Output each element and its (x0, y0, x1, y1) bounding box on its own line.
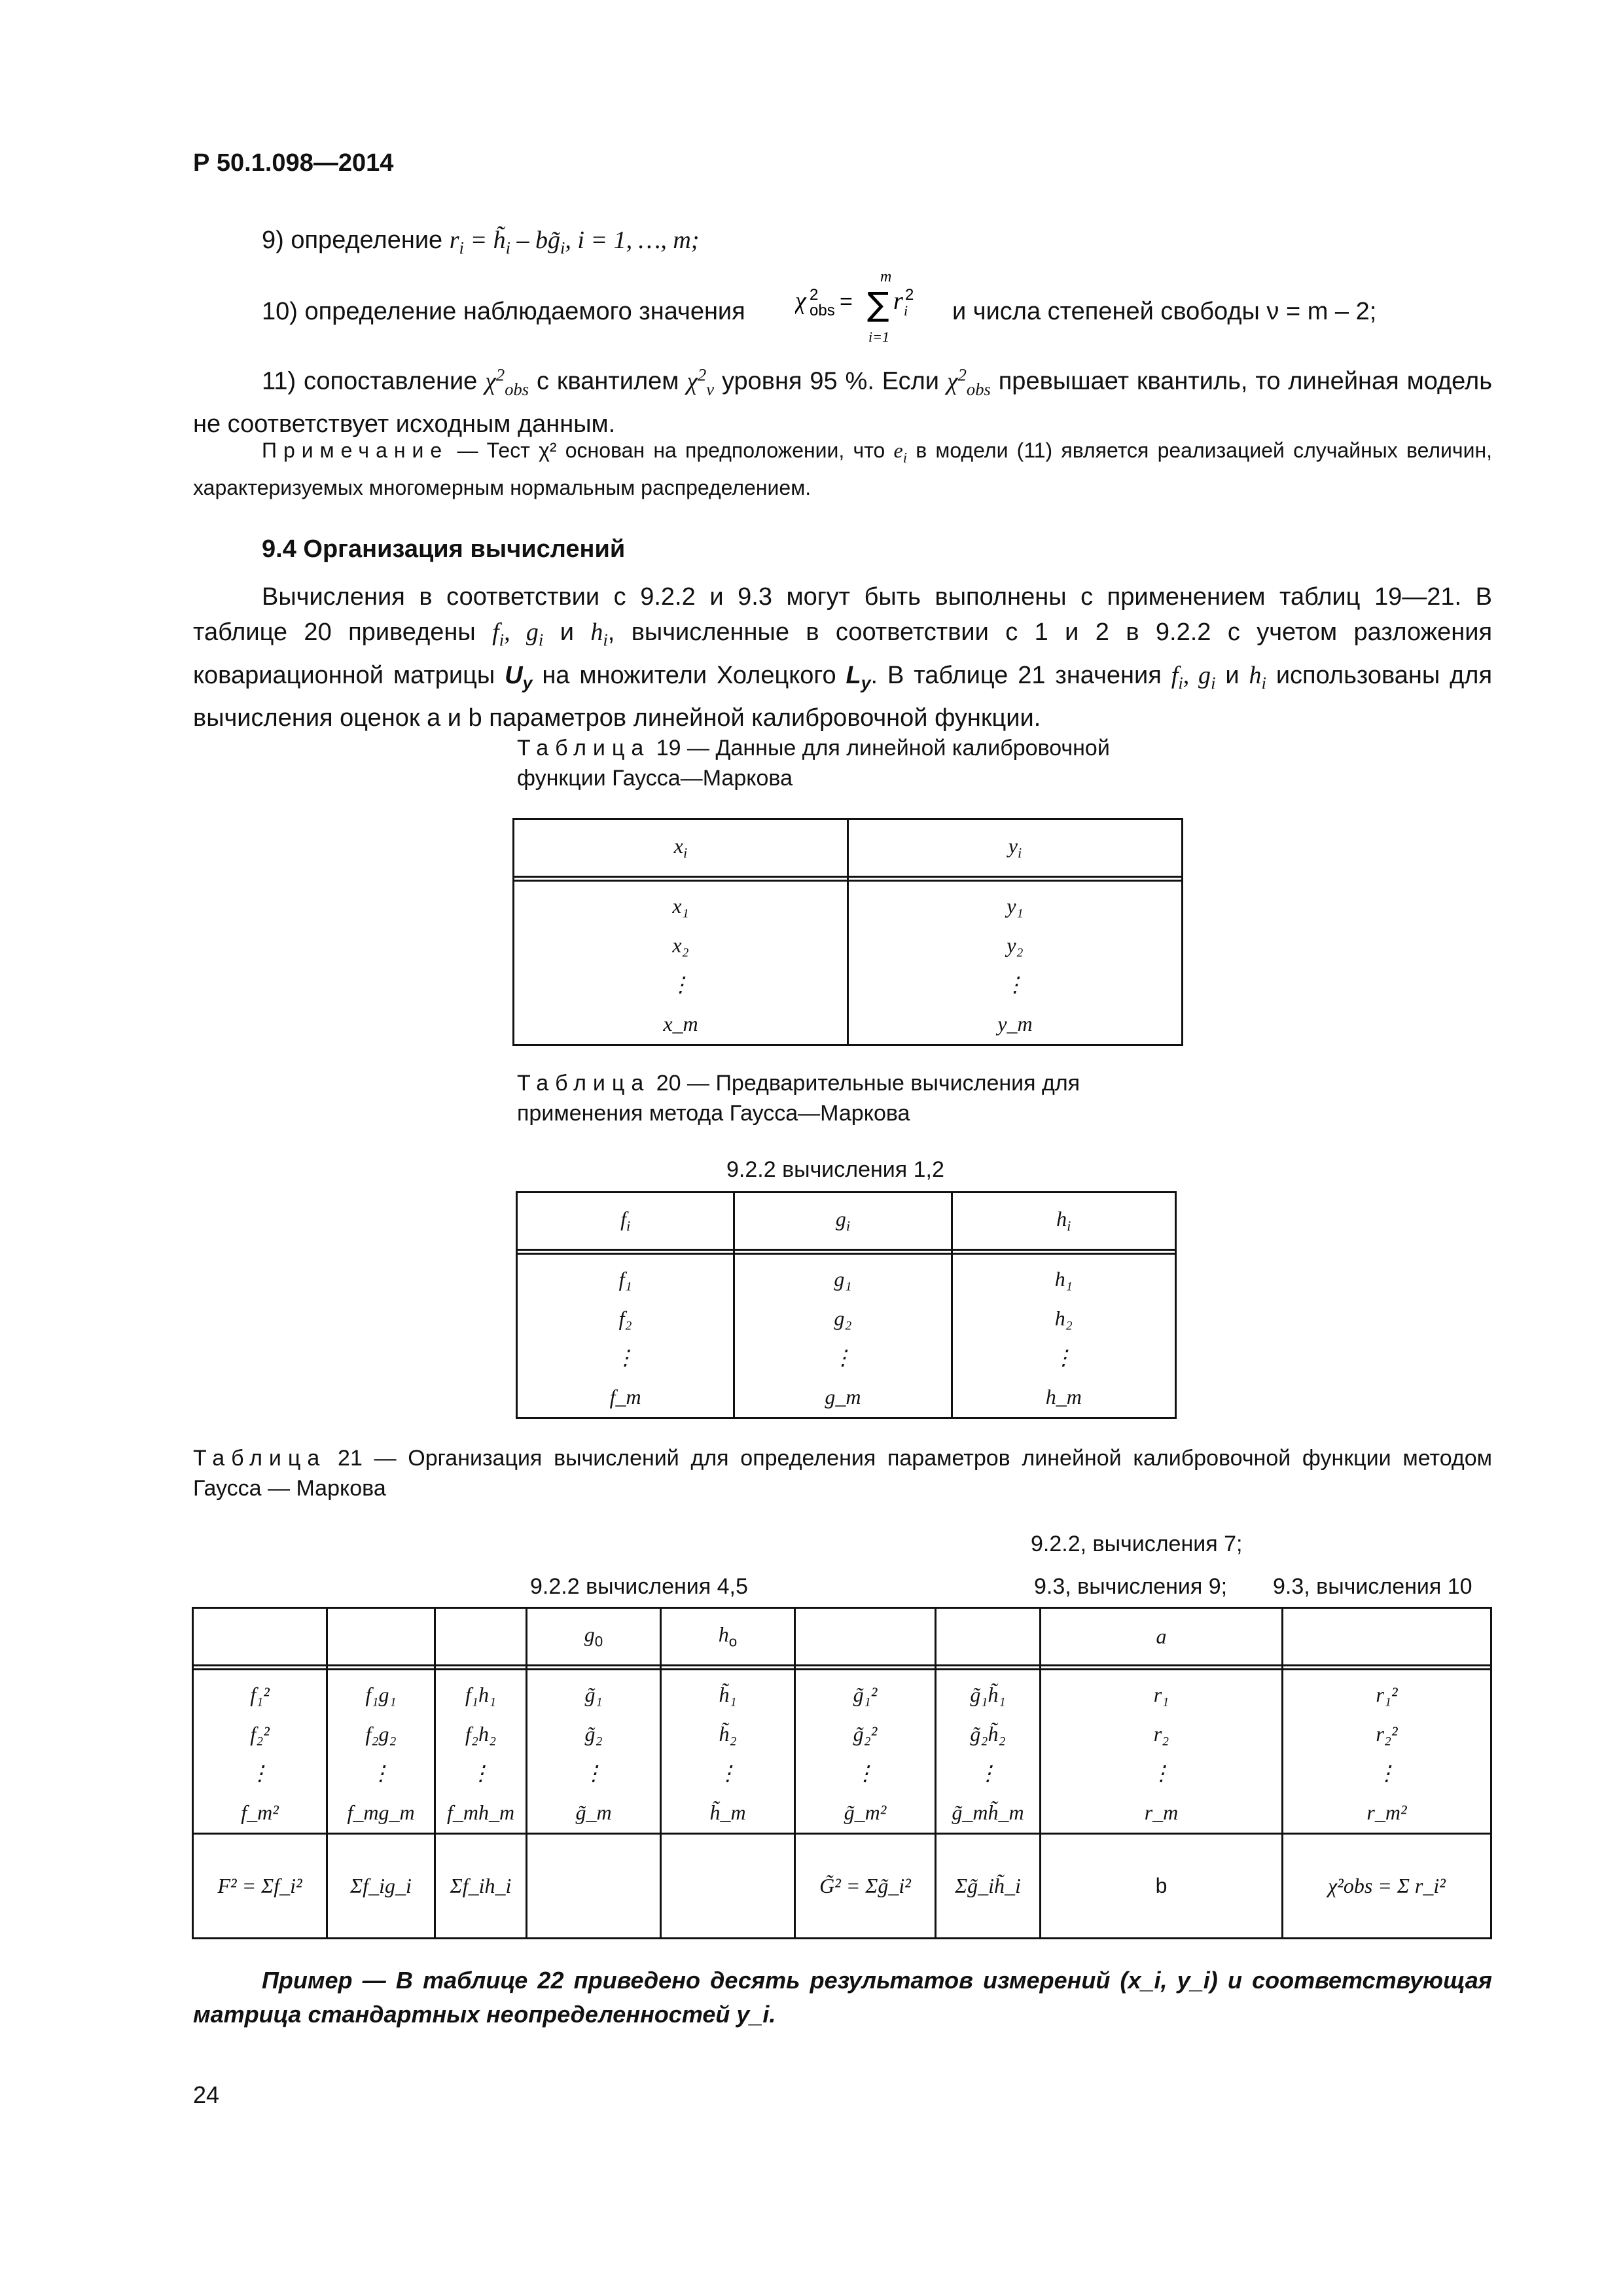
table-21 (192, 1607, 1492, 1939)
section-paragraph: Вычисления в соответствии с 9.2.2 и 9.3 могут быть выполнены с применением таблиц 19—21. В таблице 20 приведены $f_i$, $g_i$ и $h_i$, вычисленные в соответствии с 1 и 2 в 9.2.2 с учетом разложения ковариационной матрицы $U_y$ на множители Холецкого $L_y$. В таблице 21 значения $f_i$, $g_i$ и $h_i$ использованы для вычисления оценок a и b параметров линейной калибровочной функции. (193, 583, 1493, 732)
step-10 (262, 298, 745, 326)
svg-text:χ: χ (795, 287, 806, 315)
table-19-caption: Таблица 19 — Данные для линейной калибровочной функции Гаусса—Маркова (517, 736, 1110, 791)
table-19-header-y: $y_i$ (848, 819, 1183, 877)
table-21-header-g0: $g_0$ (527, 1608, 661, 1666)
table-20-col-f: f₁ f₂ ⋮ f_m (517, 1254, 734, 1418)
table-21-caption: Таблица 21 — Организация вычислений для определения параметров линейной калибровочной функции методом Гаусса — Маркова (193, 1446, 1492, 1501)
step-9: 9) определение $r_i$ = $h̃_i$ – $bg̃_i$, i = 1, …, m; (262, 226, 700, 258)
table-20-header-f: $f_i$ (517, 1193, 734, 1250)
svg-text:obs: obs (810, 302, 835, 319)
note: Примечание — Тест χ² основан на предположении, что $e_i$ в модели (11) является реализацией случайных величин, характеризуемых многомерным нормальным распределением. (193, 439, 1493, 500)
svg-text:∑: ∑ (867, 285, 889, 323)
step-9-label: 9) определение (262, 226, 443, 254)
table-21-header-h0: $h_o$ (661, 1608, 795, 1666)
svg-text:r: r (893, 287, 903, 315)
table-21-body: f₁² f₂² ⋮ f_m² f₁g₁ f₂g₂ ⋮ f_mg_m f₁h₁ f₂h₂ ⋮ f_mh_m g̃₁ g̃₂ ⋮ g̃_m h̃₁ h̃₂ ⋮ h̃_m g̃₁² g̃₂² ⋮ g̃_m² g̃₁h̃₁ g̃₂h̃₂ ⋮ g̃_mh̃_m r₁ r₂ ⋮ r_m r₁² r₂² ⋮ r_m² (193, 1670, 1491, 1834)
step-11: 11) сопоставление $\chi^2_{obs}$ с квантилем $\chi^2_\nu$ уровня 95 %. Если $\chi^2_{obs}$ превышает квантиль, то линейная модель не соответствует исходным данным. (193, 365, 1493, 439)
page-number: 24 (193, 2081, 220, 2108)
example-paragraph: Пример — В таблице 22 приведено десять результатов измерений (x_i, y_i) и соответствующая матрица стандартных неопределенностей y_i. (193, 1967, 1492, 2028)
table-20-group-label: 9.2.2 вычисления 1,2 (726, 1157, 944, 1182)
table-21-group-c: 9.3, вычисления 10 (1273, 1574, 1472, 1599)
document-id: Р 50.1.098—2014 (193, 149, 394, 177)
table-19-header-x: $x_i$ (514, 819, 848, 877)
table-21-header-a: a (1041, 1608, 1283, 1666)
svg-text:i: i (904, 302, 908, 319)
section-title: 9.4 Организация вычислений (262, 535, 626, 563)
table-21-footer: F² = Σf_i² Σf_ig_i Σf_ih_i G̃² = Σg̃_i² Σg̃_ih̃_i b χ²obs = Σ r_i² (193, 1834, 1491, 1939)
table-19-col-y: y₁ y₂ ⋮ y_m (848, 881, 1183, 1045)
note-label: Примечание (262, 439, 449, 462)
svg-text:2: 2 (905, 286, 914, 304)
table-20-header-h: $h_i$ (952, 1193, 1175, 1250)
step-10-tail: и числа степеней свободы ν = m – 2; (952, 298, 1377, 325)
table-20-header-g: $g_i$ (734, 1193, 952, 1250)
table-19 (512, 818, 1183, 1046)
table-20-caption: Таблица 20 — Предварительные вычисления для применения метода Гаусса—Маркова (517, 1071, 1080, 1126)
svg-text:=: = (840, 289, 853, 314)
table-21-group-b2: 9.3, вычисления 9; (1034, 1574, 1228, 1599)
chi-square-sum-formula (795, 262, 952, 347)
table-21-group-a: 9.2.2 вычисления 4,5 (530, 1574, 748, 1599)
table-21-group-b1: 9.2.2, вычисления 7; (1031, 1532, 1243, 1556)
svg-text:i=1: i=1 (868, 329, 889, 345)
table-20-col-h: h₁ h₂ ⋮ h_m (952, 1254, 1175, 1418)
step-10-label: 10) определение наблюдаемого значения (262, 298, 745, 325)
svg-text:2: 2 (810, 286, 819, 304)
table-19-col-x: x₁ x₂ ⋮ x_m (514, 881, 848, 1045)
svg-text:m: m (880, 268, 892, 285)
table-20-col-g: g₁ g₂ ⋮ g_m (734, 1254, 952, 1418)
table-20 (516, 1191, 1177, 1419)
